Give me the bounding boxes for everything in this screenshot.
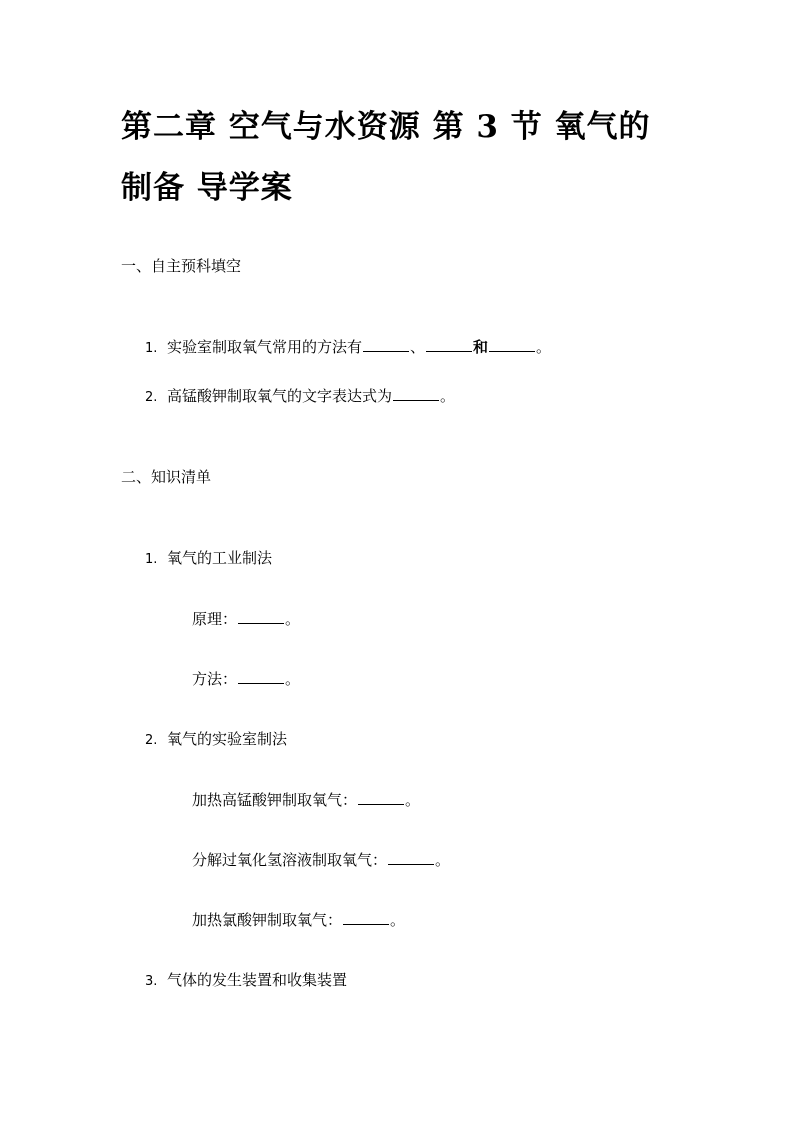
- section-1-item-2: [145, 386, 455, 408]
- section-2-item-2: [145, 729, 287, 751]
- section-2-item-1: [145, 548, 272, 570]
- sub-text: 加热氯酸钾制取氧气：: [192, 911, 343, 929]
- sub-end: 。: [390, 911, 406, 929]
- fill-blank: [489, 337, 535, 352]
- fill-blank: [238, 609, 284, 624]
- section-2-item-2-sub-3: [192, 910, 405, 930]
- item-text: 高锰酸钾制取氧气的文字表达式为: [167, 387, 393, 405]
- section-2-item-1-sub-1: [192, 609, 300, 629]
- section-2-item-1-sub-2: [192, 669, 300, 689]
- fill-blank: [343, 910, 389, 925]
- item-label: 氧气的工业制法: [167, 549, 273, 567]
- item-end: 。: [440, 387, 456, 405]
- item-end: 。: [536, 338, 552, 356]
- section-2-heading: 二、知识清单: [121, 468, 212, 486]
- section-1-heading: 一、自主预科填空: [121, 257, 242, 275]
- separator: 、: [410, 338, 426, 356]
- sub-text: 分解过氧化氢溶液制取氧气：: [192, 851, 388, 869]
- section-2-item-2-sub-1: [192, 790, 420, 810]
- sub-end: 。: [285, 670, 301, 688]
- document-title-line-1: 第二章 空气与水资源 第 3 节 氧气的: [121, 109, 651, 145]
- item-number: 1.: [145, 552, 158, 567]
- sub-end: 。: [405, 791, 421, 809]
- fill-blank: [238, 669, 284, 684]
- fill-blank: [426, 337, 472, 352]
- document-title-line-2: 制备 导学案: [121, 170, 293, 206]
- sub-end: 。: [285, 610, 301, 628]
- section-2-item-2-sub-2: [192, 850, 450, 870]
- sub-end: 。: [435, 851, 451, 869]
- item-text: 实验室制取氧气常用的方法有: [167, 338, 363, 356]
- section-2-item-3: [145, 970, 347, 992]
- item-label: 气体的发生装置和收集装置: [167, 971, 348, 989]
- fill-blank: [393, 386, 439, 401]
- item-number: 2.: [145, 390, 158, 405]
- sub-text: 原理：: [192, 610, 238, 628]
- separator: 和: [473, 338, 489, 356]
- section-1-item-1: [145, 337, 551, 359]
- fill-blank: [388, 850, 434, 865]
- sub-text: 方法：: [192, 670, 238, 688]
- fill-blank: [358, 790, 404, 805]
- item-number: 1.: [145, 341, 158, 356]
- sub-text: 加热高锰酸钾制取氧气：: [192, 791, 358, 809]
- item-number: 2.: [145, 733, 158, 748]
- item-label: 氧气的实验室制法: [167, 730, 288, 748]
- item-number: 3.: [145, 974, 158, 989]
- fill-blank: [363, 337, 409, 352]
